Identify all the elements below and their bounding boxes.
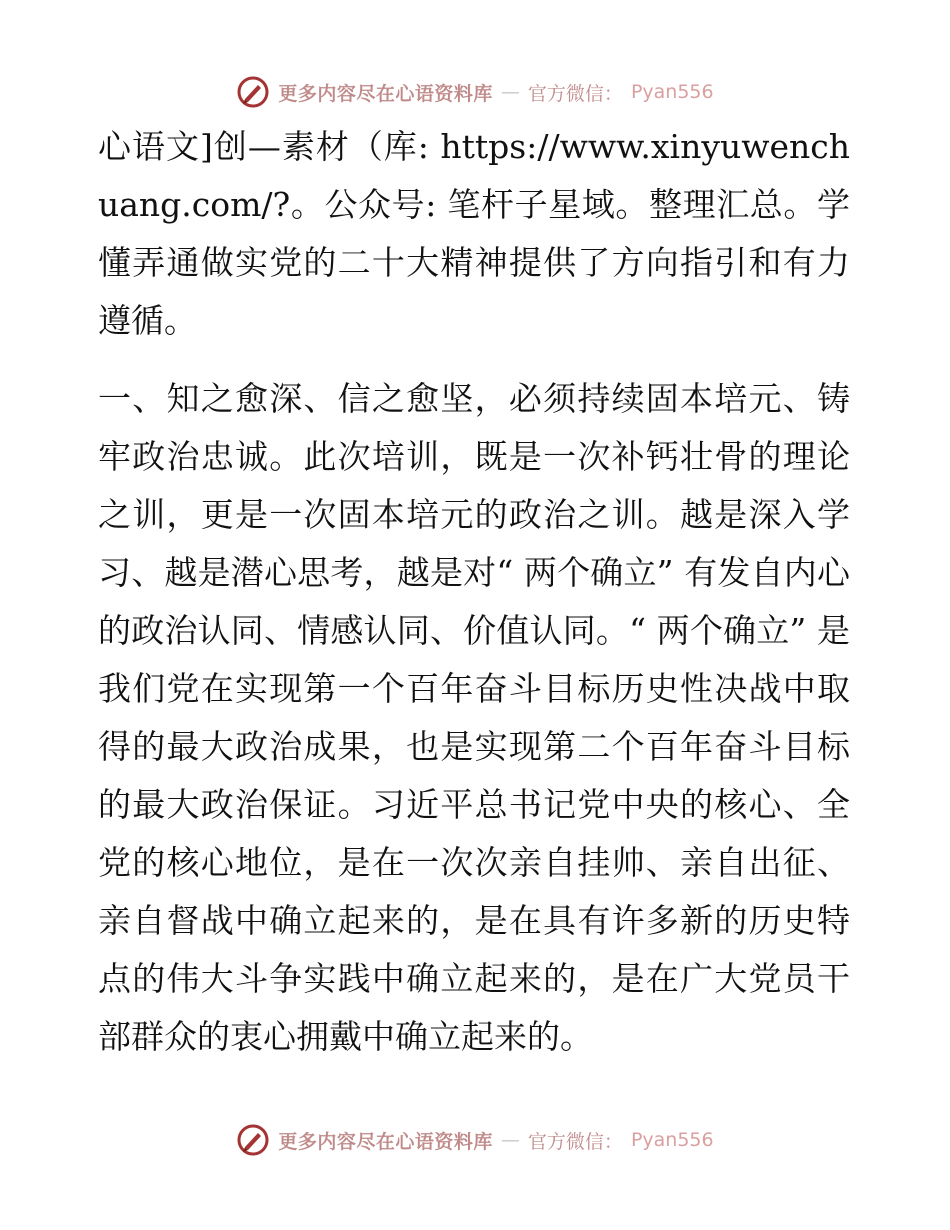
pen-logo-icon	[236, 75, 270, 109]
watermark-separator: —	[500, 1129, 520, 1151]
paragraph-section-one: 一、知之愈深、信之愈坚，必须持续固本培元、铸牢政治忠诚。此次培训，既是一次补钙壮骨的理论之训，更是一次固本培元的政治之训。越是深入学习、越是潜心思考，越是对“ 两个确立” 有发自内心的政治认同、情感认同、价值认同。“ 两个确立” 是我们党在实现第一个百年奋斗目标历史性决战中取得的最大政治成果，也是实现第二个百年奋斗目标的最大政治保证。习近平总书记党中央的核心、全党的核心地位，是在一次次亲自挂帅、亲自出征、亲自督战中确立起来的，是在具有许多新的历史特点的伟大斗争实践中确立起来的，是在广大党员干部群众的衷心拥戴中确立起来的。	[98, 379, 850, 1056]
watermark-wechat-label: 官方微信：	[527, 82, 623, 105]
header-watermark	[0, 72, 950, 112]
footer-watermark	[0, 1120, 950, 1160]
watermark-separator: —	[500, 81, 520, 103]
watermark-title: 更多内容尽在心语资料库	[278, 1130, 493, 1153]
document-body	[98, 118, 850, 1066]
paragraph-intro: 心语文]创—素材（库: https://www.xinyuwenchuang.com/?。公众号: 笔杆子星域。整理汇总。学懂弄通做实党的二十大精神提供了方向指引和有力遵循。	[98, 127, 850, 340]
watermark-wechat-label: 官方微信：	[527, 1130, 623, 1153]
watermark-wechat-id: Pyan556	[630, 1129, 714, 1151]
pen-logo-icon	[236, 1123, 270, 1157]
watermark-wechat-id: Pyan556	[630, 81, 714, 103]
watermark-title: 更多内容尽在心语资料库	[278, 82, 493, 105]
